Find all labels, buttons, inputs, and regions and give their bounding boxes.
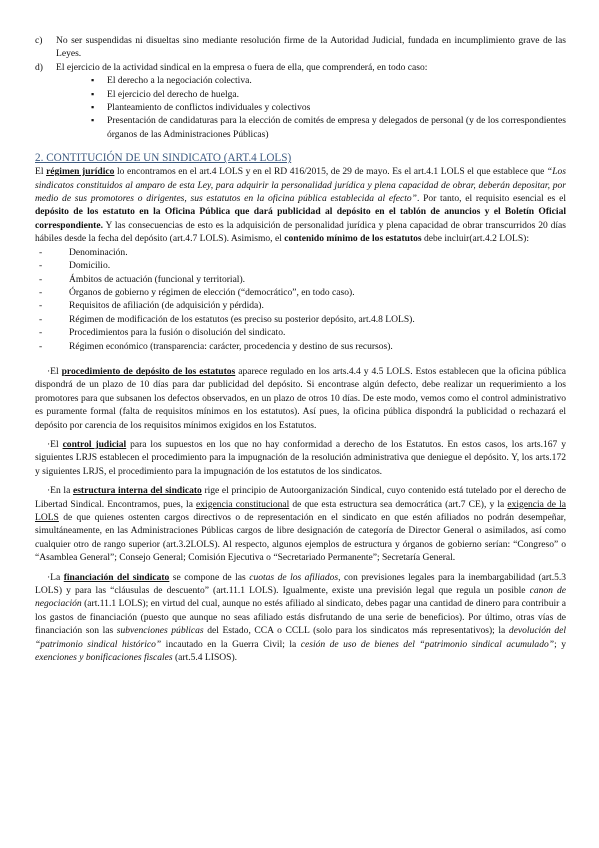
- bullet-item: ▪ El ejercicio del derecho de huelga.: [91, 88, 566, 101]
- paragraph-control-judicial: ·El control judicial para los supuestos en los que no hay conformidad a derecho de los Estatutos. En estos casos, los arts.167 y siguientes LRJS establecen el procedimiento para la impugnación de la resolución administrativa que deniegue el depósito. Y, los arts.172 y siguientes LRJS, el procedimiento para la impugnación de los estatutos de los sindicatos.: [35, 438, 566, 477]
- dash-item: - Denominación.: [39, 246, 566, 259]
- bullet-item: ▪ Presentación de candidaturas para la elección de comités de empresa y delegados de personal (y de los correspondientes órganos de las Administraciones Públicas): [91, 114, 566, 141]
- section-heading: 2. CONTITUCIÓN DE UN SINDICATO (ART.4 LOLS): [35, 152, 292, 165]
- dash-item: - Órganos de gobierno y régimen de elección (“democrático”, en todo caso).: [39, 286, 566, 299]
- paragraph-regimen-juridico: El régimen jurídico lo encontramos en el art.4 LOLS y en el RD 416/2015, de 29 de mayo. Es el art.4.1 LOLS el que establece que “Los sindicatos constituidos al amparo de esta Ley, para adquirir la personalidad jurídica y plena capacidad de obrar, deberán depositar, por medio de sus promotores o dirigentes, sus estatutos en la oficina pública establecida al efecto”. Por tanto, el requisito esencial es el depósito de los estatuto en la Oficina Pública que dará publicidad al depósito en el tablón de anuncios y el Boletín Oficial correspondiente. Y las consecuencias de esto es la adquisición de personalidad jurídica y plena capacidad de obrar transcurridos 20 días hábiles desde la fecha del depósito (art.4.7 LOLS). Asimismo, el contenido mínimo de los estatutos debe incluir(art.4.2 LOLS):: [35, 166, 567, 245]
- list-item-d: d) El ejercicio de la actividad sindical en la empresa o fuera de ella, que comprenderá, en todo caso: ▪ El derecho a la negociación colectiva. ▪ El ejercicio del derecho de huelga. ▪ Planteamiento de conflictos individuales y colectivos ▪ Presentación de candidaturas para la elección de comités de empresa y delegados de personal (y de los correspondientes órganos de las Administraciones Públicas): [35, 61, 566, 141]
- dash-item: - Ámbitos de actuación (funcional y territorial).: [39, 273, 566, 286]
- statutes-content-list: [35, 246, 566, 353]
- dash-item: - Régimen económico (transparencia: carácter, procedencia y destino de sus recursos).: [39, 340, 566, 353]
- paragraph-financiacion: ·La financiación del sindicato se compone de las cuotas de los afiliados, con previsiones legales para la inembargabilidad (art.5.3 LOLS) y para las “cláusulas de descuento” (art.11.1 LOLS). Igualmente, existe una previsión legal que regula un posible canon de negociación (art.11.1 LOLS); en virtud del cual, aunque no estés afiliado al sindicato, debes pagar una cantidad de dinero para contribuir a los gastos de financiación (puesto que aunque no seas afiliado estás disfrutando de una serie de beneficios). Por último, otras vías de financiación son las subvenciones públicas del Estado, CCA o CCLL (solo para los sindicatos más representativos); la devolución del “patrimonio sindical histórico” incautado en la Guerra Civil; la cesión de uso de bienes del “patrimonio sindical acumulado”; y exenciones y bonificaciones fiscales (art.5.4 LISOS).: [35, 571, 567, 664]
- rights-list: [35, 34, 566, 141]
- dash-item: - Procedimientos para la fusión o disolución del sindicato.: [39, 326, 566, 339]
- list-item-c: c) No ser suspendidas ni disueltas sino mediante resolución firme de la Autoridad Judicial, fundada en incumplimiento grave de las Leyes.: [35, 35, 566, 60]
- dash-item: - Domicilio.: [39, 259, 566, 272]
- bullet-item: ▪ Planteamiento de conflictos individuales y colectivos: [91, 101, 566, 114]
- paragraph-procedimiento-deposito: ·El procedimiento de depósito de los estatutos aparece regulado en los arts.4.4 y 4.5 LOLS. Estos establecen que la oficina pública dispondrá de un plazo de 10 días para dar publicidad del depósito. Si encontrase algún defecto, debe realizar un requerimiento a los promotores para que subsanen los defectos observados, en un plazo de otros 10 días. De este modo, vemos como el control administrativo es puramente formal (falta de requisitos mínimos en los estatutos). Así pues, la oficina pública dispondrá la publicidad o rechazará el depósito por carencia de los requisitos mínimos exigidos en los Estatutos.: [35, 365, 566, 431]
- dash-item: - Régimen de modificación de los estatutos (es preciso su posterior depósito, art.4.8 LOLS).: [39, 313, 566, 326]
- bullet-item: ▪ El derecho a la negociación colectiva.: [91, 74, 566, 87]
- dash-item: - Requisitos de afiliación (de adquisición y pérdida).: [39, 299, 566, 312]
- paragraph-estructura-interna: ·En la estructura interna del sindicato rige el principio de Autoorganización Sindical, cuyo contenido está tutelado por el derecho de Libertad Sindical. Encontramos, pues, la exigencia constitucional de que esta estructura sea democrática (art.7 CE), y la exigencia de la LOLS de que quienes ostenten cargos directivos o de representación en el sindicato en que estén afiliados no podrán desempeñar, simultáneamente, en las Administraciones Públicas cargos de libre designación de categoría de Director General o asimilados, así como cualquier otro de rango superior (art.3.2LOLS). Al respecto, algunos ejemplos de estructura y órganos de gobierno serían: “Congreso” o “Asamblea General”; Consejo General; Comisión Ejecutiva o “Secretariado Permanente”; Secretaría General.: [35, 485, 567, 564]
- activity-bullets: [56, 74, 566, 141]
